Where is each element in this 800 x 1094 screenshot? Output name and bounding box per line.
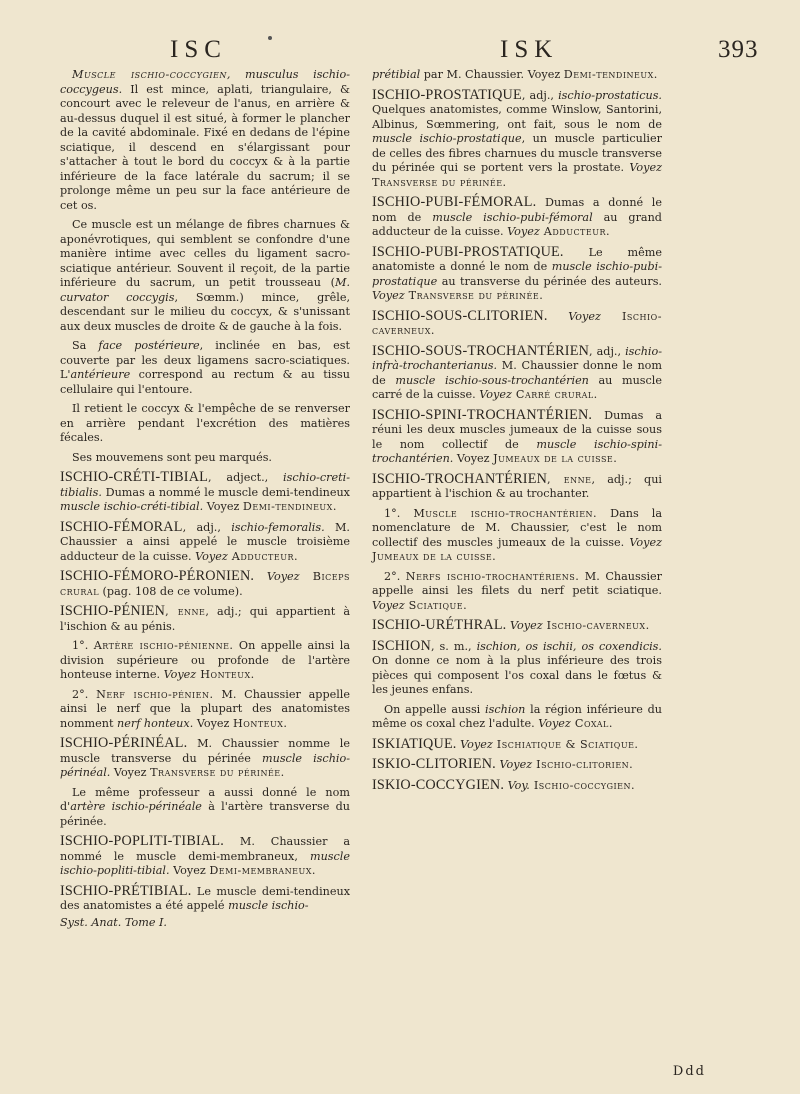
entry-iskio-coccygien: ISKIO-COCCYGIEN. Voy. Ischio-coccygien. <box>372 776 636 793</box>
sub-entry: 1°. Artère ischio-pénienne. On appelle ainsi la division supérieure ou profonde de l'artère honteuse interne. Voyez Honteux. <box>60 639 351 681</box>
sub-entry: 2°. Nerfs ischio-trochantériens. M. Chaussier appelle ainsi les filets du nerf petit sciatique. Voyez Sciatique. <box>372 569 663 612</box>
entry-ischio-urethral: ISCHIO-URÉTHRAL. Voyez Ischio-caverneux. <box>372 617 650 633</box>
entry-ischio-popliti-tibial: ISCHIO-POPLITI-TIBIAL. M. Chaussier a nommé le muscle demi-membraneux, muscle ischio-popliti-tibial. Voyez Demi-membraneux. <box>60 833 350 877</box>
entry-ischion: ISCHION, s. m., ischion, os ischii, os coxendicis. On donne ce nom à la plus inférieure des trois pièces qui composent l'os coxal dans le fœtus & les jeunes enfans. <box>372 637 662 696</box>
paragraph: prétibial par M. Chaussier. Voyez Demi-tendineux. <box>372 68 658 81</box>
entry-ischio-creti-tibial: ISCHIO-CRÉTI-TIBIAL, adject., ischio-creti-tibialis. Dumas a nommé le muscle demi-tendineux muscle ischio-créti-tibial. Voyez Demi-tendineux. <box>60 469 350 513</box>
entry-ischio-perineal: ISCHIO-PÉRINÉAL. M. Chaussier nomme le muscle transverse du périnée muscle ischio-périnéal. Voyez Transverse du périnée. <box>60 735 350 779</box>
entry-ischio-femoro-peronien: ISCHIO-FÉMORO-PÉRONIEN. Voyez Biceps crural (pag. 108 de ce volume). <box>60 568 350 598</box>
entry-ischio-sous-trochanterien: ISCHIO-SOUS-TROCHANTÉRIEN, adj., ischio-infrà-trochanterianus. M. Chaussier donne le nom de muscle ischio-sous-trochantérien au muscle carré de la cuisse. Voyez Carré crural. <box>372 342 662 401</box>
entry-ischio-pretibial: ISCHIO-PRÉTIBIAL. Le muscle demi-tendineux des anatomistes a été appelé muscle ischio- Syst. Anat. Tome I. <box>60 882 350 929</box>
entry-ischio-pubi-femoral: ISCHIO-PUBI-FÉMORAL. Dumas a donné le nom de muscle ischio-pubi-fémoral au grand adducteur de la cuisse. Voyez Adducteur. <box>372 194 662 238</box>
sub-entry: Le même professeur a aussi donné le nom d'artère ischio-périnéale à l'artère transverse du périnée. <box>60 785 350 828</box>
entry-ischio-sous-clitorien: ISCHIO-SOUS-CLITORIEN. Voyez Ischio-caverneux. <box>372 307 662 337</box>
running-header <box>0 36 800 66</box>
sub-entry: 1°. Muscle ischio-trochantérien. Dans la nomenclature de M. Chaussier, c'est le nom collectif des muscles jumeaux de la cuisse. Voyez Jumeaux de la cuisse. <box>372 506 663 563</box>
paragraph: Sa face postérieure, inclinée en bas, est couverte par les deux ligamens sacro-sciatiques. L'antérieure correspond au rectum & au tissu cellulaire qui l'entoure. <box>60 339 351 396</box>
left-column <box>60 68 350 935</box>
right-column <box>372 68 662 798</box>
footer-signature-line: Syst. Anat. Tome I. <box>60 915 167 929</box>
paragraph: Ses mouvemens sont peu marqués. <box>72 450 272 464</box>
signature-mark: Ddd <box>672 1064 706 1079</box>
sub-entry: 2°. Nerf ischio-pénien. M. Chaussier appelle ainsi le nerf que la plupart des anatomistes nomment nerf honteux. Voyez Honteux. <box>60 687 351 730</box>
entry-iskio-clitorien: ISKIO-CLITORIEN. Voyez Ischio-clitorien. <box>372 756 634 772</box>
paragraph: Muscle ischio-coccygien, musculus ischio-coccygeus. Il est mince, aplati, triangulaire, & concourt avec le releveur de l'anus, en arrière & au-dessus duquel il est situé, à former le plancher de la cavité abdominale. Fixé en dedans de l'épine sciatique, il descend en s'élargissant pour s'attacher à tout le bord du coccyx & à la partie inférieure de la face latérale du sacrum; il se prolonge même un peu sur la face antérieure de cet os. <box>60 68 350 212</box>
entry-ischio-penien: ISCHIO-PÉNIEN, enne, adj.; qui appartient à l'ischion & au pénis. <box>60 603 350 633</box>
header-left: ISC <box>170 36 227 63</box>
entry-ischio-trochanterien: ISCHIO-TROCHANTÉRIEN, enne, adj.; qui appartient à l'ischion & au trochanter. <box>372 470 662 500</box>
ink-dot <box>268 36 272 40</box>
paragraph: Ce muscle est un mélange de fibres charnues & aponévrotiques, qui semblent se confondre d'une manière intime avec celles du ligament sacro-sciatique antérieur. Souvent il reçoit, de la partie inférieure du sacrum, un petit trousseau (M. curvator coccygis, Sœmm.) mince, grêle, descendant sur le milieu du coccyx, & s'unissant aux deux muscles de droite & de gauche à la fois. <box>60 218 351 333</box>
header-center: ISK <box>500 36 559 63</box>
entry-ischio-femoral: ISCHIO-FÉMORAL, adj., ischio-femoralis. M. Chaussier a ainsi appelé le muscle troisième adducteur de la cuisse. Voyez Adducteur. <box>60 518 350 563</box>
entry-iskiatique: ISKIATIQUE. Voyez Ischiatique & Sciatique. <box>372 735 639 752</box>
entry-ischio-pubi-prostatique: ISCHIO-PUBI-PROSTATIQUE. Le même anatomiste a donné le nom de muscle ischio-pubi-prostatique au transverse du périnée des auteurs. Voyez Transverse du périnée. <box>372 243 662 302</box>
entry-ischio-prostatique: ISCHIO-PROSTATIQUE, adj., ischio-prostaticus. Quelques anatomistes, comme Winslow, Santorini, Albinus, Sœmmering, ont fait, sous le nom de muscle ischio-prostatique, un muscle particulier de celles des fibres charnues du muscle transverse du périnée qui se portent vers la prostate. Voyez Transverse du périnée. <box>372 86 662 189</box>
sub-entry: On appelle aussi ischion la région inférieure du même os coxal chez l'adulte. Voyez Coxal. <box>372 702 662 730</box>
page-number: 393 <box>718 36 759 63</box>
entry-ischio-spini-trochanterien: ISCHIO-SPINI-TROCHANTÉRIEN. Dumas a réuni les deux muscles jumeaux de la cuisse sous le nom collectif de muscle ischio-spini-trochantérien. Voyez Jumeaux de la cuisse. <box>372 406 662 465</box>
paragraph: Il retient le coccyx & l'empêche de se renverser en arrière pendant l'excrétion des matières fécales. <box>60 402 350 444</box>
